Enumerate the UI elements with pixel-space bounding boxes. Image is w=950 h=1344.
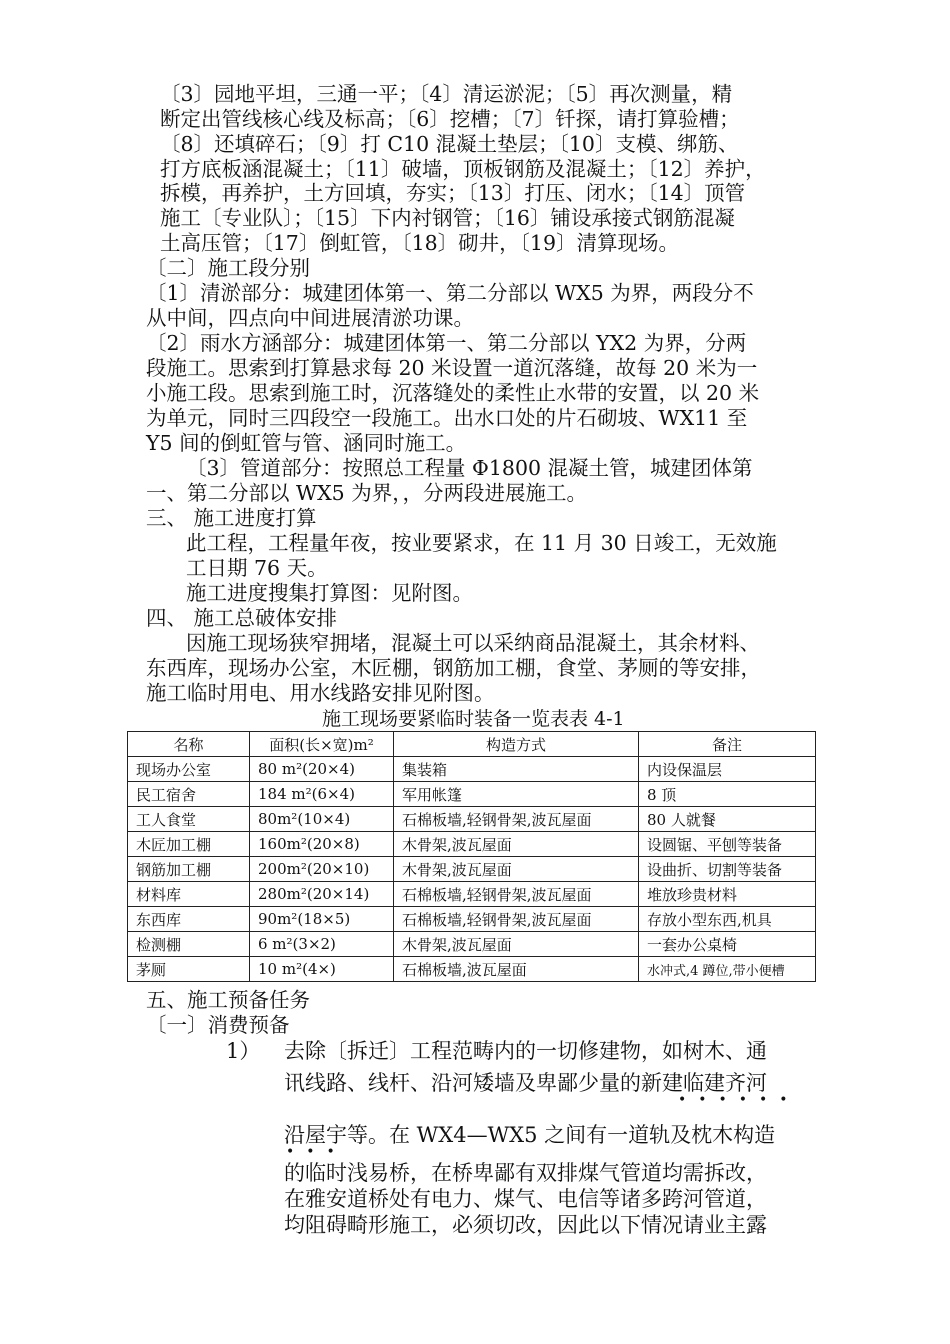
column-header-area: 面积(长×宽)m²	[250, 732, 394, 757]
table-row	[128, 857, 816, 882]
table-cell: 10 m²(4×)	[250, 957, 394, 982]
text-line: 一、第二分部以 WX5 为界，，分两段进展施工。	[146, 481, 587, 505]
table-cell: 80m²(10×4)	[250, 807, 394, 832]
emphasis-dots: ••••••	[678, 1092, 800, 1108]
table-cell: 6 m²(3×2)	[250, 932, 394, 957]
text-line: 从中间，四点向中间进展清淤功课。	[146, 306, 474, 330]
table-cell: 现场办公室	[128, 757, 250, 782]
section-heading: 四、 施工总破体安排	[146, 606, 338, 630]
table-cell: 80 m²(20×4)	[250, 757, 394, 782]
table-cell: 木骨架,波瓦屋面	[394, 832, 639, 857]
table-cell: 200m²(20×10)	[250, 857, 394, 882]
table-row	[128, 932, 816, 957]
text-line: 去除〔拆迁〕工程范畴内的一切修建物，如树木、通	[284, 1039, 767, 1063]
text-line: 〔2〕雨水方涵部分：城建团体第一、第二分部以 YX2 为界，分两	[146, 331, 747, 355]
table-cell: 木骨架,波瓦屋面	[394, 857, 639, 882]
text-line: 〔3〕园地平坦，三通一平；〔4〕清运淤泥；〔5〕再次测量，精	[160, 82, 733, 106]
text-line: 沿屋宇等。在 WX4—WX5 之间有一道轨及枕木构造	[284, 1123, 776, 1147]
text-line: 断定出管线核心线及标高；〔6〕挖槽；〔7〕钎探，请打算验槽；	[160, 107, 740, 131]
table-row	[128, 957, 816, 982]
table-cell: 钢筋加工棚	[128, 857, 250, 882]
text-line: 讯线路、线杆、沿河矮墙及卑鄙少量的新建临建齐河	[284, 1071, 767, 1095]
text-line: 施工进度搜集打算图：见附图。	[186, 581, 473, 605]
table-row	[128, 782, 816, 807]
table-row	[128, 882, 816, 907]
text-line: 施工〔专业队〕；〔15〕下内衬钢管；〔16〕铺设承接式钢筋混凝	[160, 206, 735, 230]
text-line: Y5 间的倒虹管与管、涵同时施工。	[146, 431, 467, 455]
emphasis-dots: •••	[286, 1144, 347, 1160]
text-line: 施工临时用电、用水线路安排见附图。	[146, 681, 495, 705]
text-line: 小施工段。思索到施工时，沉落缝处的柔性止水带的安置，以 20 米	[146, 381, 760, 405]
text-line: 〔1〕清淤部分：城建团体第一、第二分部以 WX5 为界，两段分不	[146, 281, 754, 305]
text-line: 〔8〕还填碎石；〔9〕打 C10 混凝土垫层；〔10〕支模、绑筋、	[160, 132, 739, 156]
table-cell: 检测棚	[128, 932, 250, 957]
table-cell: 184 m²(6×4)	[250, 782, 394, 807]
text-line: 因施工现场狭窄拥堵，混凝土可以采纳商品混凝土，其余材料、	[186, 631, 760, 655]
table-cell: 茅厕	[128, 957, 250, 982]
table-cell: 东西库	[128, 907, 250, 932]
table-cell: 设曲折、切割等装备	[639, 857, 816, 882]
table-cell: 设圆锯、平刨等装备	[639, 832, 816, 857]
equipment-table	[127, 731, 816, 982]
subsection-heading: 〔一〕消费预备	[146, 1013, 290, 1037]
table-row	[128, 832, 816, 857]
table-cell: 集装箱	[394, 757, 639, 782]
table-cell: 石棉板墙,轻钢骨架,波瓦屋面	[394, 907, 639, 932]
table-cell: 160m²(20×8)	[250, 832, 394, 857]
table-cell: 木骨架,波瓦屋面	[394, 932, 639, 957]
table-row	[128, 907, 816, 932]
text-line: 工日期 76 天。	[186, 556, 328, 580]
table-cell: 280m²(20×14)	[250, 882, 394, 907]
table-cell: 90m²(18×5)	[250, 907, 394, 932]
text-line: 拆模，再养护，土方回填，夯实；〔13〕打压、闭水；〔14〕顶管	[160, 181, 746, 205]
text-line: 〔3〕管道部分：按照总工程量 Φ1800 混凝土管，城建团体第	[186, 456, 753, 480]
table-cell: 80 人就餐	[639, 807, 816, 832]
table-cell: 军用帐篷	[394, 782, 639, 807]
text-line: 土高压管；〔17〕倒虹管，〔18〕砌井，〔19〕清算现场。	[160, 231, 680, 255]
table-cell: 材料库	[128, 882, 250, 907]
column-header-remark: 备注	[639, 732, 816, 757]
table-cell: 存放小型东西,机具	[639, 907, 816, 932]
table-cell: 民工宿舍	[128, 782, 250, 807]
section-heading: 三、 施工进度打算	[146, 506, 317, 530]
table-cell: 石棉板墙,轻钢骨架,波瓦屋面	[394, 807, 639, 832]
text-line: 此工程，工程量年夜，按业要紧求，在 11 月 30 日竣工，无效施	[186, 531, 777, 555]
table-header-row	[128, 732, 816, 757]
table-cell: 8 顶	[639, 782, 816, 807]
section-heading: 五、施工预备任务	[146, 988, 310, 1012]
list-number: 1）	[226, 1039, 261, 1063]
text-line: 为单元，同时三四段空一段施工。出水口处的片石砌坡、WX11 至	[146, 406, 748, 430]
text-line: 东西库，现场办公室，木匠棚，钢筋加工棚，食堂、茅厕的等安排，	[146, 656, 761, 680]
section-heading: 〔二〕施工段分别	[146, 256, 310, 280]
table-row	[128, 807, 816, 832]
table-cell: 工人食堂	[128, 807, 250, 832]
table-cell: 水冲式,4 蹲位,带小便槽	[639, 957, 816, 982]
column-header-structure: 构造方式	[394, 732, 639, 757]
table-row	[128, 757, 816, 782]
table-caption: 施工现场要紧临时装备一览表表 4-1	[322, 708, 625, 730]
column-header-name: 名称	[128, 732, 250, 757]
table-cell: 石棉板墙,波瓦屋面	[394, 957, 639, 982]
table-cell: 一套办公桌椅	[639, 932, 816, 957]
table-cell: 石棉板墙,轻钢骨架,波瓦屋面	[394, 882, 639, 907]
table-cell: 堆放珍贵材料	[639, 882, 816, 907]
table-cell: 内设保温层	[639, 757, 816, 782]
text-line: 的临时浅易桥，在桥卑鄙有双排煤气管道均需拆改，	[284, 1161, 767, 1185]
text-line: 打方底板涵混凝土；〔11〕破墙，顶板钢筋及混凝土；〔12〕养护，	[160, 157, 766, 181]
text-line: 均阻碍畸形施工，必须切改，因此以下情况请业主露	[284, 1213, 767, 1237]
table-cell: 木匠加工棚	[128, 832, 250, 857]
text-line: 在雅安道桥处有电力、煤气、电信等诸多跨河管道，	[284, 1187, 767, 1211]
text-line: 段施工。思索到打算悬求每 20 米设置一道沉落缝，故每 20 米为一	[146, 356, 758, 380]
